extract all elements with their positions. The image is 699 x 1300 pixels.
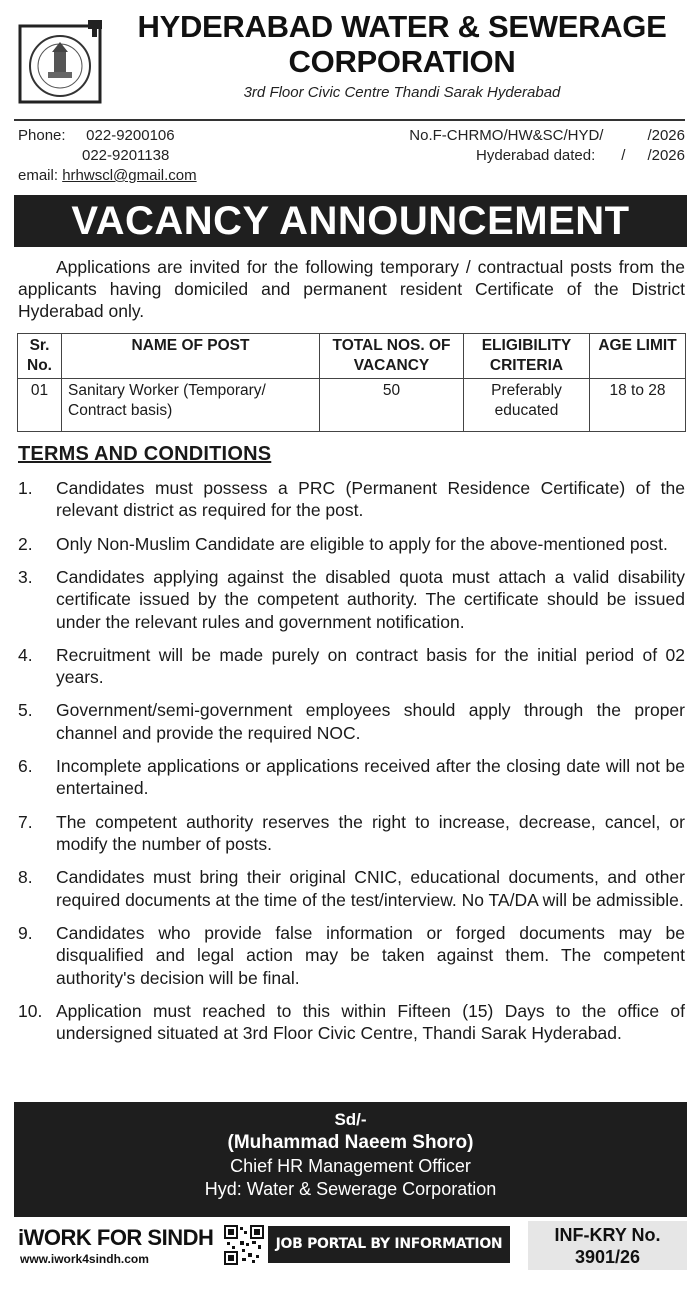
term-number: 2. — [18, 533, 33, 554]
col-header-age: AGE LIMIT — [590, 334, 686, 379]
cell-age: 18 to 28 — [590, 379, 686, 432]
col-header-eligibility: ELIGIBILITY CRITERIA — [464, 334, 590, 379]
phone-number-1: 022-9200106 — [86, 127, 175, 144]
signatory-organization: Hyd: Water & Sewerage Corporation — [204, 1179, 497, 1199]
term-text: Candidates must bring their original CNIC, educational documents, and other required documents at the time of the test/interview. No TA/DA will be admissible. — [56, 867, 685, 910]
cell-sr: 01 — [18, 379, 62, 432]
col-header-sr: Sr. No. — [18, 334, 62, 379]
term-text: Candidates must possess a PRC (Permanent Residence Certificate) of the relevant district as required for the post. — [56, 478, 685, 521]
org-address: 3rd Floor Civic Centre Thandi Sarak Hyderabad — [243, 84, 561, 101]
inf-number: 3901/26 — [574, 1247, 641, 1267]
term-number: 1. — [18, 478, 33, 498]
iwork-brand-logo: iWORK FOR SINDH — [18, 1225, 214, 1250]
org-title-line1: HYDERABAD WATER & SEWERAGE — [137, 9, 667, 44]
signature-block — [14, 1102, 687, 1217]
intro-paragraph: Applications are invited for the following temporary / contractual posts from the applicants having domiciled and permanent resident Certificate of the District Hyderabad only. — [18, 257, 685, 321]
term-text: Candidates applying against the disabled quota must attach a valid disability certificate issued by the competent authority. The certificate should be issued under the relevant rules and government notification. — [56, 566, 685, 632]
signature-sd: Sd/- — [334, 1110, 367, 1129]
term-text: Candidates who provide false information or forged documents may be disqualified and legal action may be taken against them. The competent authority's decision will be final. — [56, 922, 685, 988]
term-item — [18, 922, 685, 989]
term-text: The competent authority reserves the right to increase, decrease, cancel, or modify the number of posts. — [56, 811, 685, 855]
inf-number-box — [528, 1221, 687, 1270]
term-item — [18, 644, 685, 689]
signatory-name: (Muhammad Naeem Shoro) — [227, 1132, 474, 1153]
col-header-post: NAME OF POST — [62, 334, 320, 379]
qr-code-icon — [224, 1225, 264, 1265]
term-text: Government/semi-government employees should apply through the proper channel and provide the required NOC. — [56, 700, 685, 743]
dated-sep: / — [621, 147, 626, 164]
term-item — [18, 533, 685, 555]
term-number: 10. — [18, 1000, 43, 1021]
vacancy-table — [17, 333, 686, 432]
reference-number — [409, 126, 685, 146]
org-title-line2: CORPORATION — [288, 44, 516, 79]
col-header-vacancy: TOTAL NOS. OF VACANCY — [320, 334, 464, 379]
term-item — [18, 811, 685, 856]
email-line — [18, 166, 197, 186]
phone-label: Phone: — [18, 127, 66, 144]
term-text: Only Non-Muslim Candidate are eligible to apply for the above-mentioned post. — [56, 533, 668, 554]
term-number: 6. — [18, 756, 33, 777]
term-item — [18, 566, 685, 633]
phone-number-2: 022-9201138 — [82, 147, 170, 164]
phone-line-1 — [18, 126, 175, 146]
term-text: Incomplete applications or applications received after the closing date will not be entertained. — [56, 756, 685, 799]
cell-eligibility: Preferably educated — [464, 379, 590, 432]
cell-post: Sanitary Worker (Temporary/ Contract basis) — [62, 379, 320, 432]
terms-list — [18, 477, 685, 1056]
cell-vacancy: 50 — [320, 379, 464, 432]
footer-bar — [14, 1221, 687, 1289]
inf-label: INF-KRY No. — [554, 1225, 661, 1245]
iwork-url[interactable]: www.iwork4sindh.com — [20, 1252, 149, 1266]
term-text: Recruitment will be made purely on contract basis for the initial period of 02 years. — [56, 644, 685, 688]
term-item — [18, 699, 685, 744]
dated-label: Hyderabad dated: — [476, 147, 596, 164]
corporation-seal-icon — [18, 20, 106, 106]
table-header-row — [18, 334, 686, 379]
term-item — [18, 477, 685, 522]
terms-heading: TERMS AND CONDITIONS — [18, 443, 272, 465]
ref-year: /2026 — [647, 127, 685, 144]
term-number: 7. — [18, 811, 33, 832]
vacancy-banner: VACANCY ANNOUNCEMENT — [14, 195, 687, 247]
term-item — [18, 755, 685, 800]
term-text: Application must reached to this within Fifteen (15) Days to the office of undersigned situated at 3rd Floor Civic Centre, Thandi Sarak Hyderabad. — [56, 1000, 685, 1044]
signatory-designation: Chief HR Management Officer — [230, 1156, 471, 1176]
email-link[interactable]: hrhwscl@gmail.com — [62, 167, 197, 184]
term-number: 3. — [18, 566, 33, 587]
term-number: 9. — [18, 922, 33, 943]
term-number: 8. — [18, 867, 33, 888]
dated-line — [476, 146, 685, 166]
term-number: 5. — [18, 700, 33, 721]
dated-year: /2026 — [647, 147, 685, 164]
term-item — [18, 866, 685, 911]
job-portal-label: JOB PORTAL BY INFORMATION DEPARTMENT — [268, 1226, 510, 1263]
table-row — [18, 379, 686, 432]
email-label: email: — [18, 167, 59, 184]
ref-no-text: No.F-CHRMO/HW&SC/HYD/ — [409, 127, 604, 144]
term-number: 4. — [18, 644, 33, 665]
term-item — [18, 1000, 685, 1045]
header-divider — [14, 119, 685, 121]
